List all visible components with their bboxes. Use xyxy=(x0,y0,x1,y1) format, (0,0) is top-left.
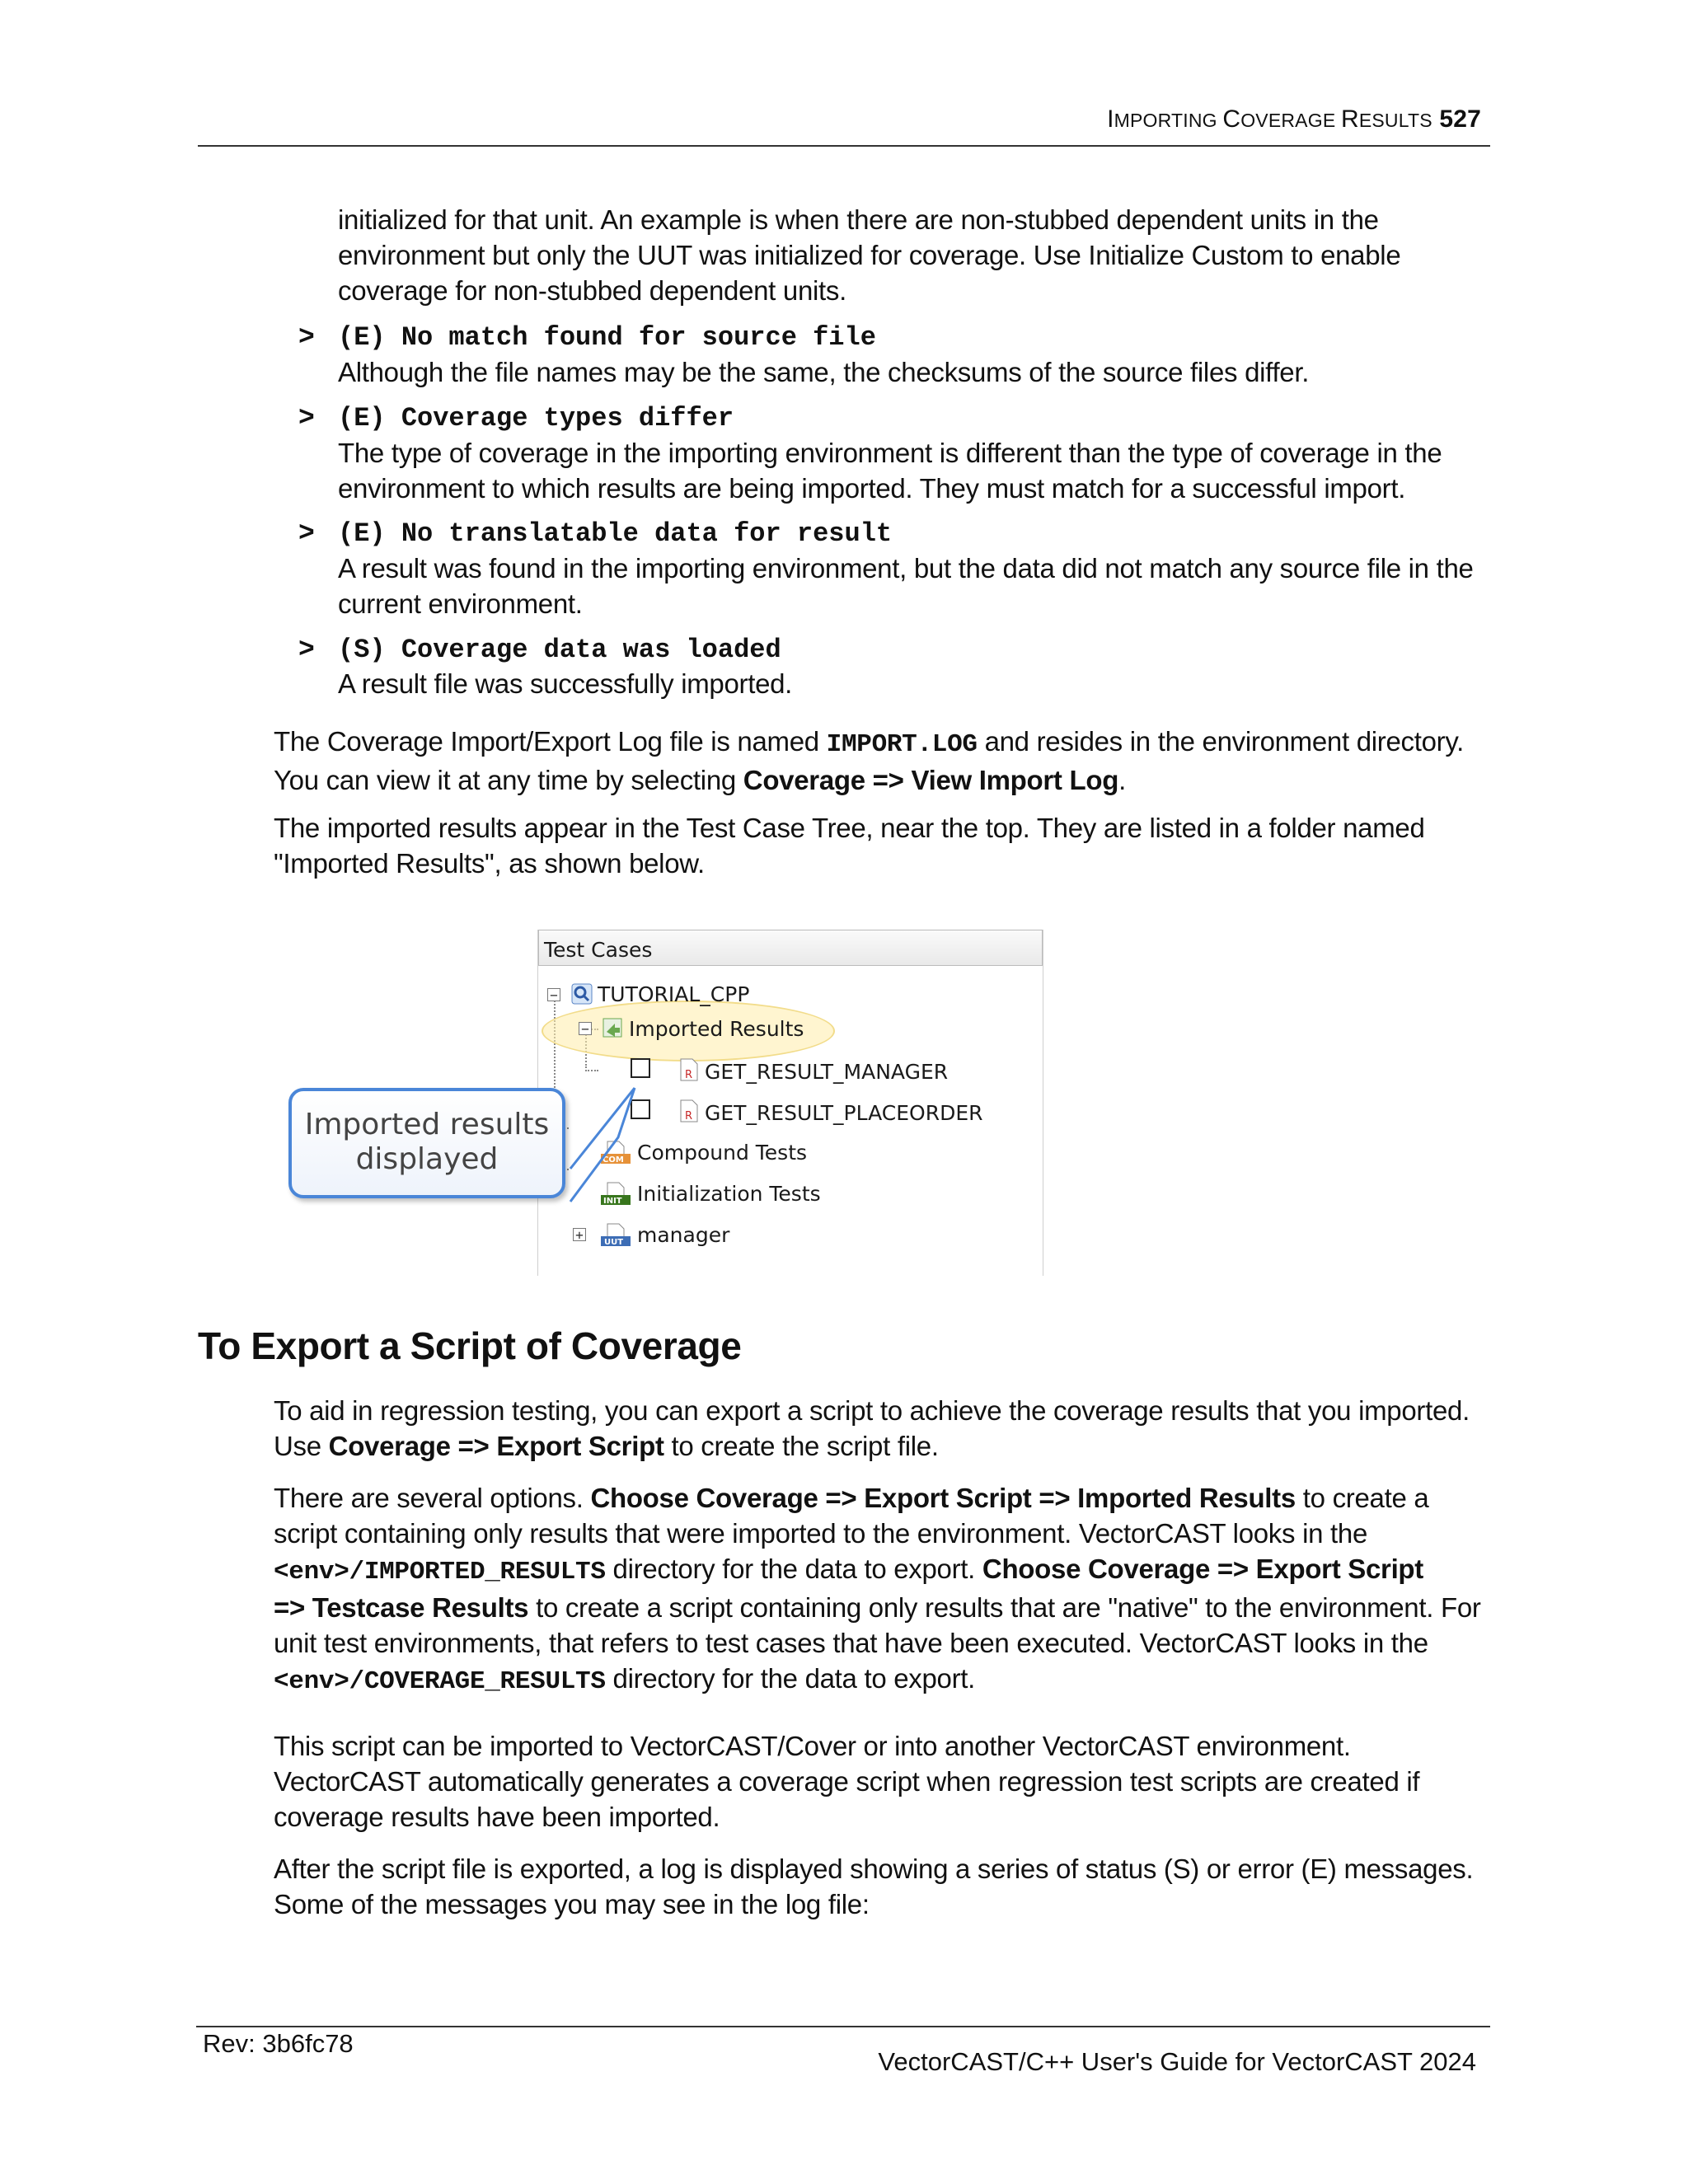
filename-code: IMPORT.LOG xyxy=(826,730,978,759)
text-line xyxy=(274,1590,1493,1625)
text-line: "Imported Results", as shown below. xyxy=(274,848,705,879)
text-line: coverage results have been imported. xyxy=(274,1802,720,1832)
imported-folder-icon xyxy=(603,1015,624,1038)
bullet-message-code: (S) Coverage data was loaded xyxy=(338,635,781,665)
export-paragraph-1 xyxy=(274,1393,1493,1464)
icon-glyph: R xyxy=(685,1110,693,1122)
tree-row-root[interactable] xyxy=(538,981,1043,1007)
text-run: directory for the data to export. xyxy=(605,1663,976,1694)
tree-label: Compound Tests xyxy=(637,1141,808,1165)
text-line xyxy=(274,724,1493,762)
text-run: There are several options. xyxy=(274,1483,591,1513)
tree-label: Imported Results xyxy=(629,1017,804,1041)
menu-path: => Testcase Results xyxy=(274,1592,529,1623)
expand-icon[interactable]: + xyxy=(573,1228,586,1241)
header-divider xyxy=(198,145,1490,147)
icon-glyph: INIT xyxy=(603,1197,622,1205)
test-case-tree-figure xyxy=(288,921,1047,1277)
text-line: script containing only results that were imported to the environment. VectorCAST looks in the xyxy=(274,1518,1368,1549)
intro-paragraph xyxy=(338,202,1492,308)
text-line: A result file was successfully imported. xyxy=(338,668,793,699)
text-line: The imported results appear in the Test Case Tree, near the top. They are listed in a folder named xyxy=(274,813,1425,843)
callout-line: displayed xyxy=(355,1142,499,1176)
text-line: Some of the messages you may see in the log file: xyxy=(274,1889,870,1919)
export-paragraph-2 xyxy=(274,1480,1493,1699)
environment-search-icon xyxy=(571,982,593,1005)
menu-path: Choose Coverage => Export Script xyxy=(982,1554,1423,1584)
tree-row-imported-results[interactable] xyxy=(538,1015,1043,1042)
tree-label: GET_RESULT_MANAGER xyxy=(705,1060,949,1084)
text-line: coverage for non-stubbed dependent units. xyxy=(338,275,846,306)
tree-label: GET_RESULT_PLACEORDER xyxy=(705,1101,983,1125)
panel-header xyxy=(538,930,1043,966)
text-line xyxy=(274,762,1493,798)
text-line: Although the file names may be the same, the checksums of the source files differ. xyxy=(338,357,1310,387)
result-file-icon xyxy=(678,1099,700,1122)
text-line xyxy=(274,1661,1493,1699)
text-line: To aid in regression testing, you can export a script to achieve the coverage results that you imported. xyxy=(274,1395,1470,1426)
header-title-part: ESULTS xyxy=(1358,110,1432,131)
menu-path: Coverage => Export Script xyxy=(328,1431,664,1461)
tree-label: TUTORIAL_CPP xyxy=(598,982,750,1006)
text-line: A result was found in the importing environment, but the data did not match any source file in the xyxy=(338,553,1474,583)
unit-under-test-icon xyxy=(601,1223,634,1246)
text-run: Use xyxy=(274,1431,329,1461)
callout-line: Imported results xyxy=(304,1108,550,1141)
tree-row-unit-manager[interactable] xyxy=(538,1221,1043,1248)
text-run: to create the script file. xyxy=(663,1431,939,1461)
text-line: current environment. xyxy=(338,588,583,619)
header-title-part: R xyxy=(1340,105,1359,133)
text-line: unit test environments, that refers to test cases that have been executed. VectorCAST looks in the xyxy=(274,1628,1428,1658)
bullet-description xyxy=(338,551,1492,621)
collapse-icon[interactable]: − xyxy=(579,1022,592,1035)
panel-header-label: Test Cases xyxy=(544,938,653,962)
header-title-part: OVERAGE xyxy=(1240,110,1341,131)
log-paragraph xyxy=(274,724,1493,798)
tree-paragraph xyxy=(274,810,1493,881)
bullet-marker: > xyxy=(298,518,315,549)
header-title-part: I xyxy=(1107,105,1114,133)
directory-code: <env>/COVERAGE_RESULTS xyxy=(274,1667,606,1696)
menu-path: Choose Coverage => Export Script => Imported Results xyxy=(590,1483,1296,1513)
page-number: 527 xyxy=(1439,105,1481,133)
directory-code: <env>/IMPORTED_RESULTS xyxy=(274,1558,606,1586)
footer-revision: Rev: 3b6fc78 xyxy=(203,2029,354,2058)
text-run: The Coverage Import/Export Log file is named xyxy=(274,726,827,757)
bullet-marker: > xyxy=(298,635,315,665)
callout-pointer xyxy=(560,1045,676,1210)
bullet-message-code: (E) Coverage types differ xyxy=(338,403,734,434)
text-run: You can view it at any time by selecting xyxy=(274,765,743,795)
text-run: to create a script containing only results that are "native" to the environment. For xyxy=(528,1592,1481,1623)
collapse-icon[interactable]: − xyxy=(547,988,560,1001)
text-run: directory for the data to export. xyxy=(605,1554,982,1584)
text-line xyxy=(274,1428,1493,1464)
text-line: environment but only the UUT was initialized for coverage. Use Initialize Custom to enable xyxy=(338,240,1401,270)
bullet-description xyxy=(338,435,1492,506)
bullet-message-code: (E) No translatable data for result xyxy=(338,518,893,549)
tree-label: manager xyxy=(637,1223,730,1247)
icon-glyph: R xyxy=(685,1069,693,1081)
text-line: After the script file is exported, a log is displayed showing a series of status (S) or error (E) messages. xyxy=(274,1854,1474,1884)
bullet-marker: > xyxy=(298,403,315,434)
text-run: and resides in the environment directory. xyxy=(977,726,1464,757)
page-header xyxy=(1107,105,1481,134)
text-line: initialized for that unit. An example is when there are non-stubbed dependent units in the xyxy=(338,204,1379,235)
text-line xyxy=(274,1480,1493,1516)
tree-label: Initialization Tests xyxy=(637,1182,821,1206)
menu-path: Coverage => View Import Log xyxy=(743,765,1119,795)
text-line: The type of coverage in the importing environment is different than the type of coverage in the xyxy=(338,438,1442,468)
bullet-description xyxy=(338,354,1492,390)
callout-box xyxy=(288,1088,565,1198)
header-title-part: MPORTING xyxy=(1114,110,1223,131)
icon-glyph: UUT xyxy=(604,1238,624,1246)
footer-divider xyxy=(196,2026,1490,2027)
footer-title: VectorCAST/C++ User's Guide for VectorCAST 2024 xyxy=(878,2047,1476,2076)
text-run: . xyxy=(1118,765,1126,795)
bullet-message-code: (E) No match found for source file xyxy=(338,322,876,353)
section-heading: To Export a Script of Coverage xyxy=(198,1324,742,1367)
bullet-description xyxy=(338,666,1492,701)
result-file-icon xyxy=(678,1058,700,1081)
text-line: VectorCAST automatically generates a coverage script when regression test scripts are created if xyxy=(274,1766,1420,1797)
icon-glyph: COM xyxy=(603,1155,624,1164)
header-title-part: C xyxy=(1222,105,1241,133)
text-run: to create a xyxy=(1295,1483,1429,1513)
export-paragraph-3 xyxy=(274,1728,1493,1835)
text-line xyxy=(274,1551,1493,1590)
text-line: This script can be imported to VectorCAST/Cover or into another VectorCAST environment. xyxy=(274,1731,1351,1761)
bullet-marker: > xyxy=(298,322,315,353)
export-paragraph-4 xyxy=(274,1851,1493,1922)
text-line: environment to which results are being imported. They must match for a successful import. xyxy=(338,473,1406,504)
